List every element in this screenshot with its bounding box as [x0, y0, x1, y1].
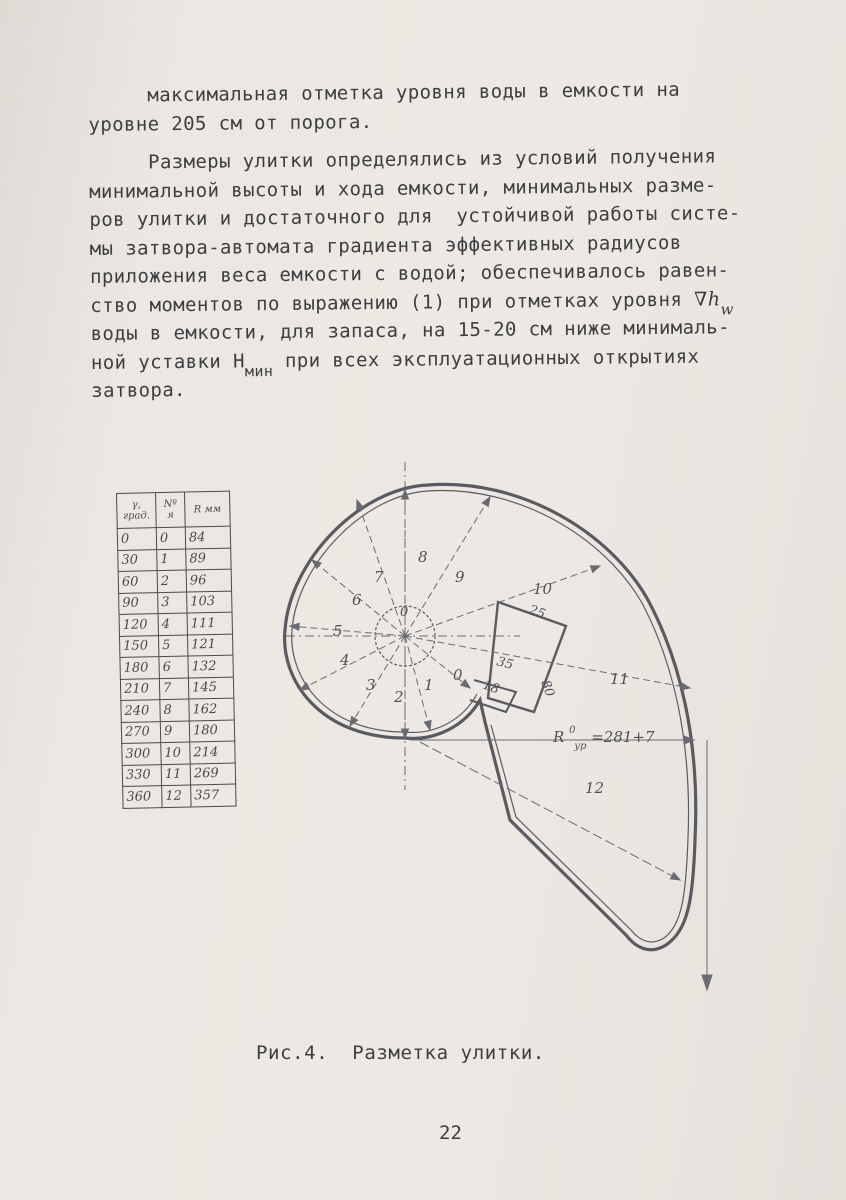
text-line: воды в емкости, для запаса, на 15-20 см ниже минималь-: [90, 316, 731, 345]
ray-label: 6: [352, 591, 362, 609]
ray-arrowhead: [300, 683, 310, 690]
table-cell: 2: [157, 570, 186, 592]
table-cell: 5: [158, 635, 187, 657]
table-cell: 103: [187, 591, 232, 613]
table-cell: 89: [186, 548, 231, 570]
table-cell: 357: [191, 784, 236, 806]
ray-label: 12: [585, 779, 605, 797]
ray-label: 0: [453, 666, 463, 684]
table-cell: 111: [187, 612, 232, 634]
volute-inner-contour: [292, 491, 689, 942]
table-cell: 10: [161, 742, 190, 764]
ray-label: 8: [418, 548, 428, 566]
table-cell: 145: [188, 677, 233, 699]
ray-labels: [333, 548, 629, 797]
volute-outer-contour: [285, 484, 696, 949]
ray-label: 4: [340, 651, 350, 669]
radius-label-value: =281+7: [591, 728, 655, 746]
text-line: затвора.: [91, 378, 187, 402]
table-cell: 0: [117, 528, 156, 550]
table-cell: 214: [190, 741, 235, 763]
ray-label: 3: [366, 676, 376, 694]
ray-arrowhead: [482, 497, 490, 507]
table-cell: 84: [185, 526, 230, 548]
vertical-dimension-arrowhead: [702, 975, 712, 990]
table-cell: 269: [190, 763, 235, 785]
table-cell: 11: [161, 764, 190, 786]
table-cell: 360: [123, 786, 162, 808]
ray-arrowhead: [670, 873, 680, 880]
text-line: мы затвора-автомата градиента эффективных радиусов: [89, 231, 682, 260]
table-cell: 3: [158, 592, 187, 614]
table-cell: 8: [160, 699, 189, 721]
table-cell: 240: [121, 700, 160, 722]
ray-label: 1: [424, 676, 434, 694]
ray-label: 5: [333, 622, 343, 640]
hub-center-label: 0: [400, 605, 409, 620]
table-cell: 162: [189, 698, 234, 720]
ray-label: 9: [455, 568, 465, 586]
table-cell: 6: [159, 656, 188, 678]
ray-arrowhead: [590, 566, 600, 573]
text-line-part: ство моментов по выражению (1) при отметках уровня: [90, 288, 683, 317]
dimension-label-35: 35: [494, 654, 515, 674]
table-cell: 30: [118, 549, 157, 571]
dimension-label-18: 18: [480, 677, 502, 698]
dimension-label-25: 25: [526, 602, 548, 623]
table-cell: 0: [156, 527, 185, 549]
table-cell: 180: [189, 720, 234, 742]
table-cell: 60: [118, 571, 157, 593]
table-cell: 1: [157, 549, 186, 571]
radius-label: [552, 719, 655, 753]
radius-ray: [405, 497, 490, 636]
water-level-subscript: w: [720, 299, 734, 318]
table-cell: 96: [186, 569, 231, 591]
page-number: 22: [439, 1122, 462, 1144]
ray-label: 10: [533, 580, 553, 598]
table-header-number: Nº я: [156, 492, 186, 528]
text-line-part: при всех эксплуатационных открытиях: [273, 345, 700, 372]
table-cell: 270: [121, 721, 160, 743]
text-line: ров улитки и достаточного для устойчивой работы систе-: [89, 202, 741, 231]
water-level-symbol: ∇h: [693, 287, 721, 311]
radius-label-main: R: [553, 728, 565, 746]
ray-arrowhead: [681, 683, 690, 690]
table-cell: 121: [187, 634, 232, 656]
table-header-angle: γ, град.: [117, 493, 157, 529]
table-cell: 300: [122, 743, 161, 765]
radius-ray: [290, 626, 405, 636]
text-line: минимальной высоты и хода емкости, минимальных разме-: [89, 173, 717, 203]
radius-ray: [300, 636, 405, 690]
table-cell: 210: [120, 678, 159, 700]
radius-ray: [350, 636, 405, 726]
radius-label-sub: ур: [574, 741, 587, 752]
text-line: уровне 205 см от порога.: [88, 110, 373, 136]
table-cell: 132: [188, 655, 233, 677]
radius-label-sup: 0: [569, 725, 576, 736]
dimension-label-80: 80: [537, 678, 557, 699]
table-cell: 4: [158, 613, 187, 635]
ray-label: 7: [374, 568, 384, 586]
table-cell: 150: [119, 635, 158, 657]
table-cell: 9: [160, 721, 189, 743]
ray-label: 11: [610, 670, 630, 688]
table-cell: 7: [159, 678, 188, 700]
text-line-part: ной уставки H: [90, 349, 245, 374]
figure-caption: Рис.4. Разметка улитки.: [256, 1042, 545, 1064]
table-cell: 330: [122, 764, 161, 786]
ray-arrowhead: [312, 560, 321, 568]
table-cell: 90: [119, 592, 158, 614]
text-line: максимальная отметка уровня воды в емкости на: [88, 78, 681, 107]
text-line: Размеры улитки определялись из условий получения: [88, 145, 717, 174]
table-header-radius: R мм: [184, 491, 230, 527]
h-min-subscript: мин: [244, 361, 274, 380]
table-cell: 12: [162, 785, 191, 807]
ray-label: 2: [394, 688, 404, 706]
table-cell: 180: [120, 657, 159, 679]
text-line: приложения веса емкости с водой; обеспечивалось равен-: [89, 259, 730, 288]
table-cell: 120: [119, 614, 158, 636]
radius-ray: [405, 566, 600, 636]
ray-arrowhead: [424, 720, 431, 730]
ray-arrowhead: [290, 623, 299, 630]
